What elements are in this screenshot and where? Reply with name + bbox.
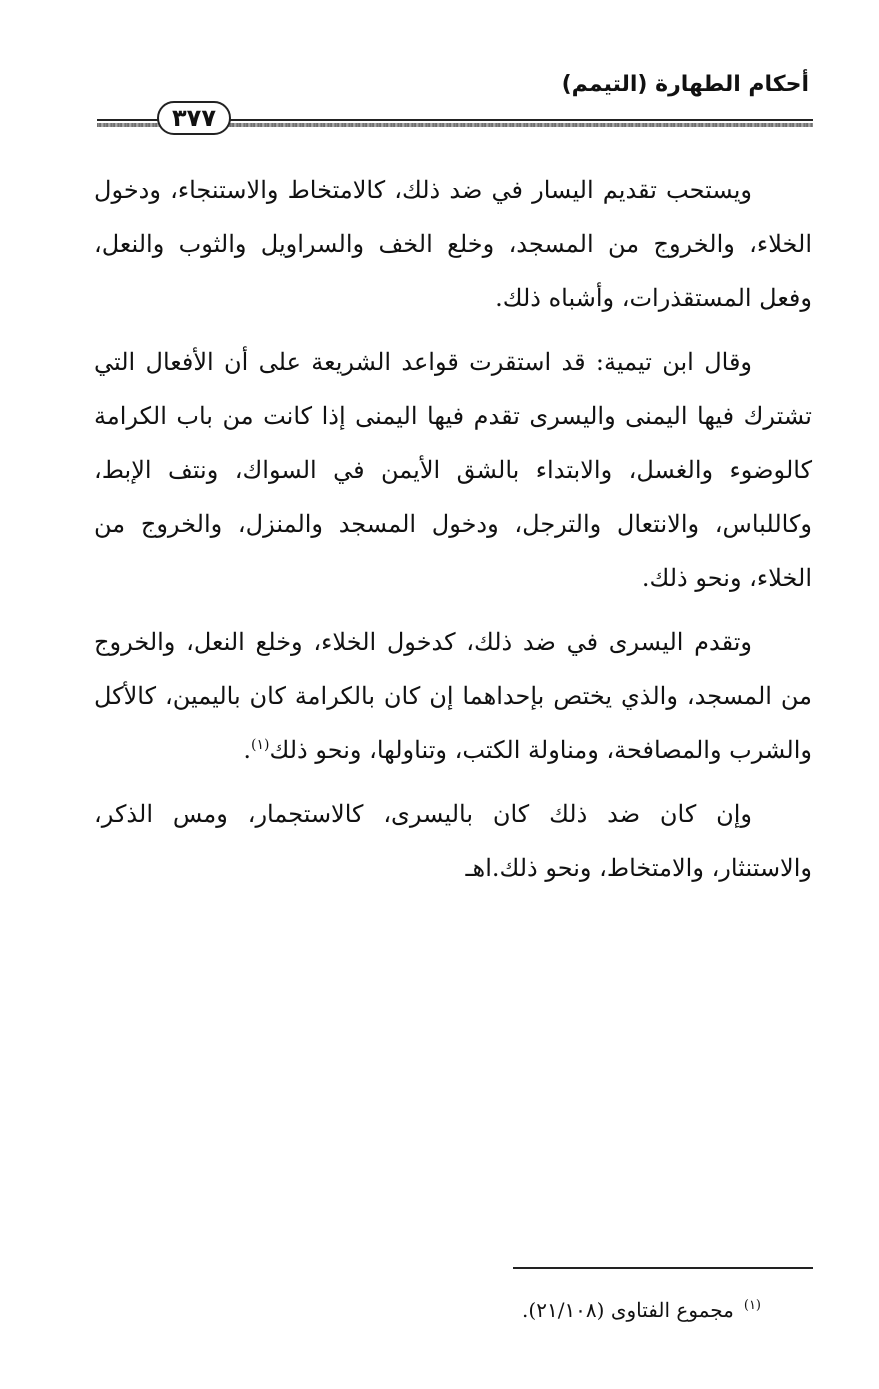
running-title: أحكام الطهارة (التيمم) <box>561 72 809 97</box>
page-number: ٣٧٧ <box>157 101 231 135</box>
paragraph-text: وتقدم اليسرى في ضد ذلك، كدخول الخلاء، وخلع النعل، والخروج من المسجد، والذي يختص بإحداهما إن كان بالكرامة كان باليمين، كالأكل والشرب والمصافحة، ومناولة الكتب، وتناولها، ونحو ذلك <box>94 628 813 764</box>
paragraph-tail: . <box>243 736 251 764</box>
paragraph-text: وإن كان ضد ذلك كان باليسرى، كالاستجمار، ومس الذكر، والاستنثار، والامتخاط، ونحو ذلك.اهـ <box>94 800 812 882</box>
paragraph <box>94 615 812 777</box>
paragraph <box>94 335 812 605</box>
footnote-separator <box>513 1267 813 1269</box>
paragraph <box>94 163 812 325</box>
footnote-marker: (١) <box>251 737 270 753</box>
paragraph <box>94 787 812 895</box>
footnote <box>522 1290 761 1330</box>
paragraph-text: وقال ابن تيمية: قد استقرت قواعد الشريعة على أن الأفعال التي تشترك فيها اليمنى واليسرى تقدم فيها اليمنى إذا كانت من باب الكرامة كالوضوء والغسل، والابتداء بالشق الأيمن في السواك، ونتف الإبط، وكاللباس، والانتعال والترجل، ودخول المسجد والمنزل، والخروج من الخلاء، ونحو ذلك. <box>94 348 812 592</box>
paragraph-text: ويستحب تقديم اليسار في ضد ذلك، كالامتخاط والاستنجاء، ودخول الخلاء، والخروج من المسجد، وخلع الخف والسراويل والثوب والنعل، وفعل المستقذرات، وأشباه ذلك. <box>94 176 812 312</box>
main-text <box>94 163 812 905</box>
footnote-number: (١) <box>743 1298 761 1314</box>
footnote-text: مجموع الفتاوى (٢١/١٠٨). <box>522 1298 734 1322</box>
